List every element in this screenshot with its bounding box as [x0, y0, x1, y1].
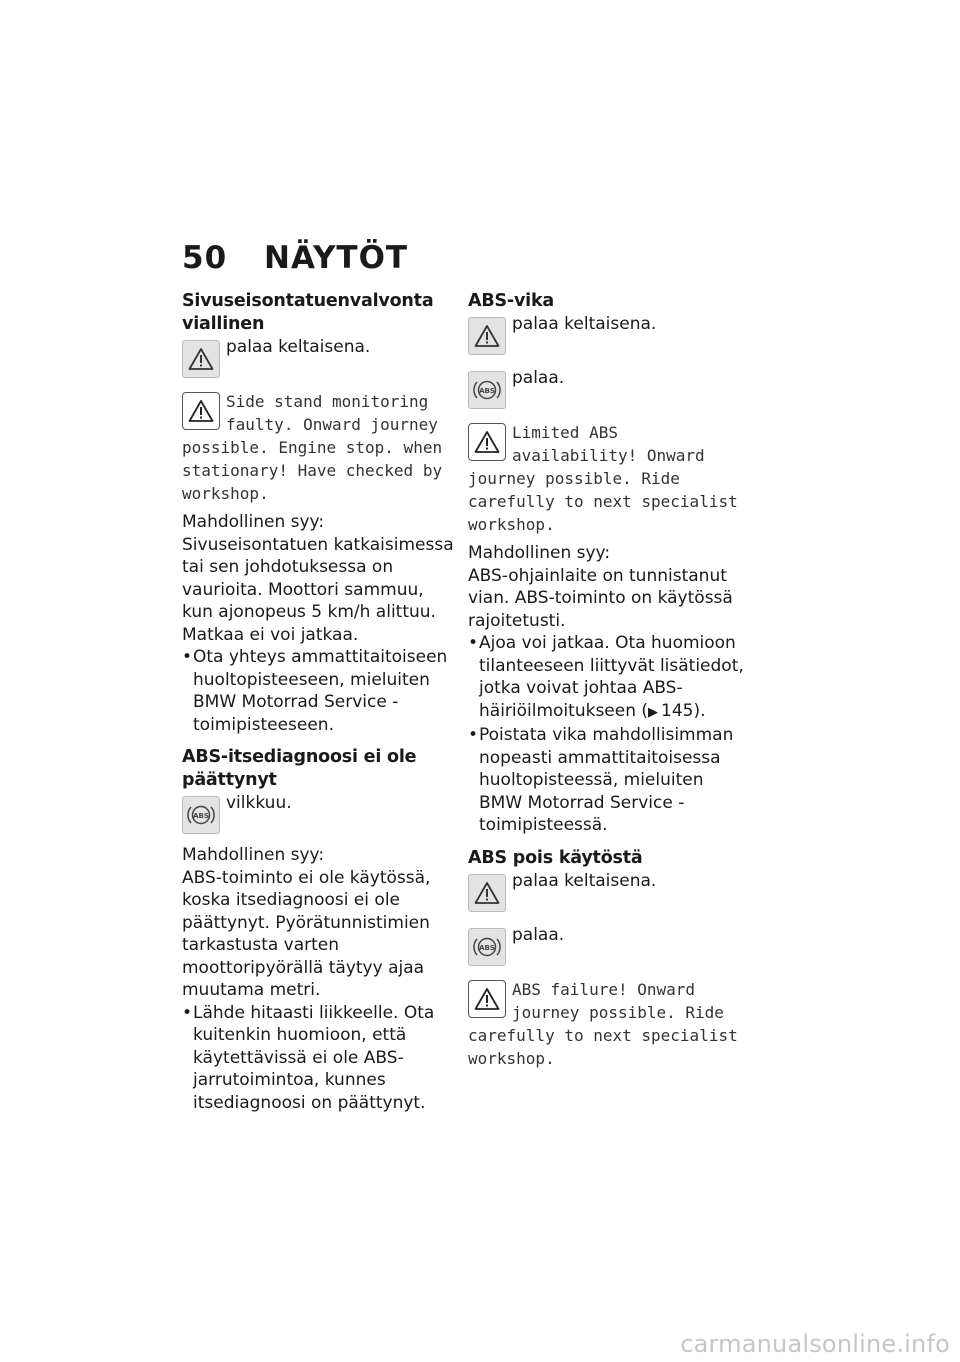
indicator-row [468, 313, 744, 355]
cause-label: Mahdollinen syy: [182, 845, 325, 865]
display-message [468, 978, 744, 1070]
list-item: • Ota yhteys ammattitaitoiseen huoltopisteeseen, mieluiten BMW Motorrad Service -toimipisteeseen. [182, 646, 454, 736]
list-item-text: Ajoa voi jatkaa. Ota huomioon tilanteeseen liittyvät lisätiedot, jotka voivat johtaa ABS-häiriöilmoitukseen ( [479, 633, 744, 721]
warning-triangle-icon [468, 874, 506, 912]
section-title: Sivuseisontatuenvalvonta viallinen [182, 291, 434, 334]
list-item: • Lähde hitaasti liikkeelle. Ota kuitenkin huomioon, että käytettävissä ei ole ABS-jarrutoimintoa, kunnes itsediagnoosi on päättynyt. [182, 1002, 454, 1115]
right-column [468, 290, 744, 1070]
indicator-text: palaa keltaisena. [226, 337, 371, 357]
bullet-list [182, 1002, 454, 1115]
section-title: ABS-vika [468, 291, 555, 311]
cause-text: ABS-ohjainlaite on tunnistanut vian. ABS-toiminto on käytössä rajoitetusti. [468, 565, 733, 631]
indicator-text: vilkkuu. [226, 793, 292, 813]
section-title: ABS pois käytöstä [468, 847, 643, 868]
display-message [468, 421, 744, 536]
warning-triangle-icon [468, 317, 506, 355]
svg-text:ABS: ABS [479, 387, 495, 395]
warning-triangle-icon [182, 340, 220, 378]
abs-icon [182, 796, 220, 834]
page-title: NÄYTÖT [264, 240, 409, 276]
warning-triangle-icon [468, 423, 506, 461]
indicator-text: palaa. [512, 924, 565, 945]
page-reference: 145). [661, 700, 706, 721]
display-message [182, 390, 454, 505]
section-abs-disabled [468, 847, 744, 1070]
svg-text:ABS: ABS [479, 943, 495, 952]
message-text: Limited ABS availability! Onward journey possible. Ride carefully to next specialist workshop. [468, 423, 738, 534]
indicator-row [182, 792, 454, 834]
cause-text: ABS-toiminto ei ole käytössä, koska itsediagnoosi ei ole päättynyt. Pyörätunnistimien tarkastusta varten moottoripyörällä täytyy ajaa muutama metri. [182, 867, 431, 1000]
bullet-list [182, 646, 454, 736]
cause-label: Mahdollinen syy: [182, 512, 325, 532]
page-number: 50 [182, 240, 228, 276]
watermark: carmanualsonline.info [680, 1330, 950, 1358]
indicator-row [182, 336, 454, 378]
section-abs-self-diagnosis [182, 746, 454, 1114]
indicator-text: palaa keltaisena. [512, 314, 657, 334]
bullet-list [468, 632, 744, 837]
page-header [182, 240, 408, 276]
indicator-row [468, 870, 744, 912]
section-side-stand [182, 290, 454, 736]
list-item: • Poistata vika mahdollisimman nopeasti ammattitaitoisessa huoltopisteessä, mieluiten BMW Motorrad Service -toimipisteessä. [468, 724, 744, 837]
indicator-row [468, 367, 744, 409]
indicator-text: palaa. [512, 368, 565, 388]
cause-label: Mahdollinen syy: [468, 543, 611, 563]
indicator-row [468, 924, 744, 966]
message-text: ABS failure! Onward journey possible. Ride carefully to next specialist workshop. [468, 979, 738, 1068]
section-abs-fault [468, 290, 744, 837]
left-column [182, 290, 454, 1114]
cause-text: Sivuseisontatuen katkaisimessa tai sen johdotuksessa on vaurioita. Moottori sammuu, kun ajonopeus 5 km/h alittuu. Matkaa ei voi jatkaa. [182, 534, 454, 645]
abs-icon [468, 371, 506, 409]
abs-icon [468, 928, 506, 966]
warning-triangle-icon [182, 392, 220, 430]
reference-arrow-icon: ▶ [648, 704, 659, 720]
svg-text:ABS: ABS [193, 812, 209, 820]
list-item [468, 632, 744, 724]
warning-triangle-icon [468, 980, 506, 1018]
section-title: ABS-itsediagnoosi ei ole päättynyt [182, 747, 417, 790]
indicator-text: palaa keltaisena. [512, 870, 657, 891]
message-text: Side stand monitoring faulty. Onward journey possible. Engine stop. when stationary! Have checked by workshop. [182, 392, 443, 503]
